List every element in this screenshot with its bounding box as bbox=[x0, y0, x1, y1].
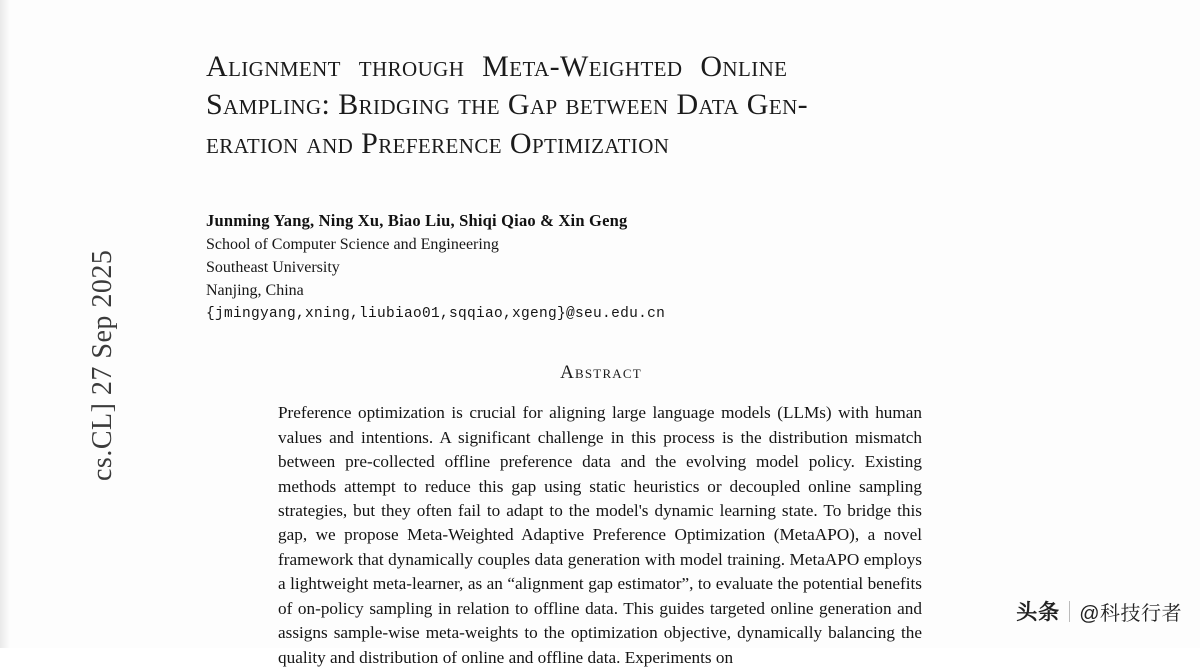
contact-email: {jmingyang,xning,liubiao01,sqqiao,xgeng}@seu.edu.cn bbox=[206, 306, 666, 323]
abstract-paragraph: Preference optimization is crucial for aligning large language models (LLMs) with human values and intentions. A significant challenge in this process is the distribution mismatch between pre-collected offline preference data and the evolving model policy. Existing methods attempt to reduce this gap using static heuristics or decoupled online sampling strategies, but they often fail to adapt to the model's dynamic learning state. To bridge this gap, we propose Meta-Weighted Adaptive Preference Optimization (MetaAPO), a novel framework that dynamically couples data generation with model training. MetaAPO employs a lightweight meta-learner, as an “alignment gap estimator”, to evaluate the potential benefits of on-policy sampling in relation to offline data. This guides targeted online generation and assigns sample-wise meta-weights to the optimization objective, dynamically balancing the quality and distribution of online and offline data. Experiments on bbox=[278, 403, 922, 667]
watermark-logo: 头条 bbox=[1016, 601, 1061, 624]
watermark-handle: @科技行者 bbox=[1079, 602, 1182, 625]
abstract-body bbox=[278, 401, 922, 670]
watermark bbox=[1016, 596, 1182, 626]
page-title bbox=[206, 48, 996, 163]
affiliation-block bbox=[206, 234, 996, 302]
watermark-divider bbox=[1069, 601, 1070, 622]
paper-content bbox=[206, 0, 996, 670]
affiliation-line-1: School of Computer Science and Engineering bbox=[206, 236, 499, 254]
title-line-3: eration and Preference Optimization bbox=[206, 126, 670, 160]
arxiv-vertical-stamp: cs.CL] 27 Sep 2025 bbox=[87, 249, 118, 481]
page-left-edge bbox=[0, 0, 10, 648]
title-line-1: Alignment through Meta-Weighted Online bbox=[206, 50, 788, 83]
affiliation-line-2: Southeast University bbox=[206, 258, 340, 276]
affiliation-line-3: Nanjing, China bbox=[206, 281, 304, 299]
title-line-2: Sampling: Bridging the Gap between Data Gen- bbox=[206, 88, 809, 122]
abstract-heading: Abstract bbox=[560, 362, 642, 384]
author-list: Junming Yang, Ning Xu, Biao Liu, Shiqi Qiao & Xin Geng bbox=[206, 211, 628, 231]
